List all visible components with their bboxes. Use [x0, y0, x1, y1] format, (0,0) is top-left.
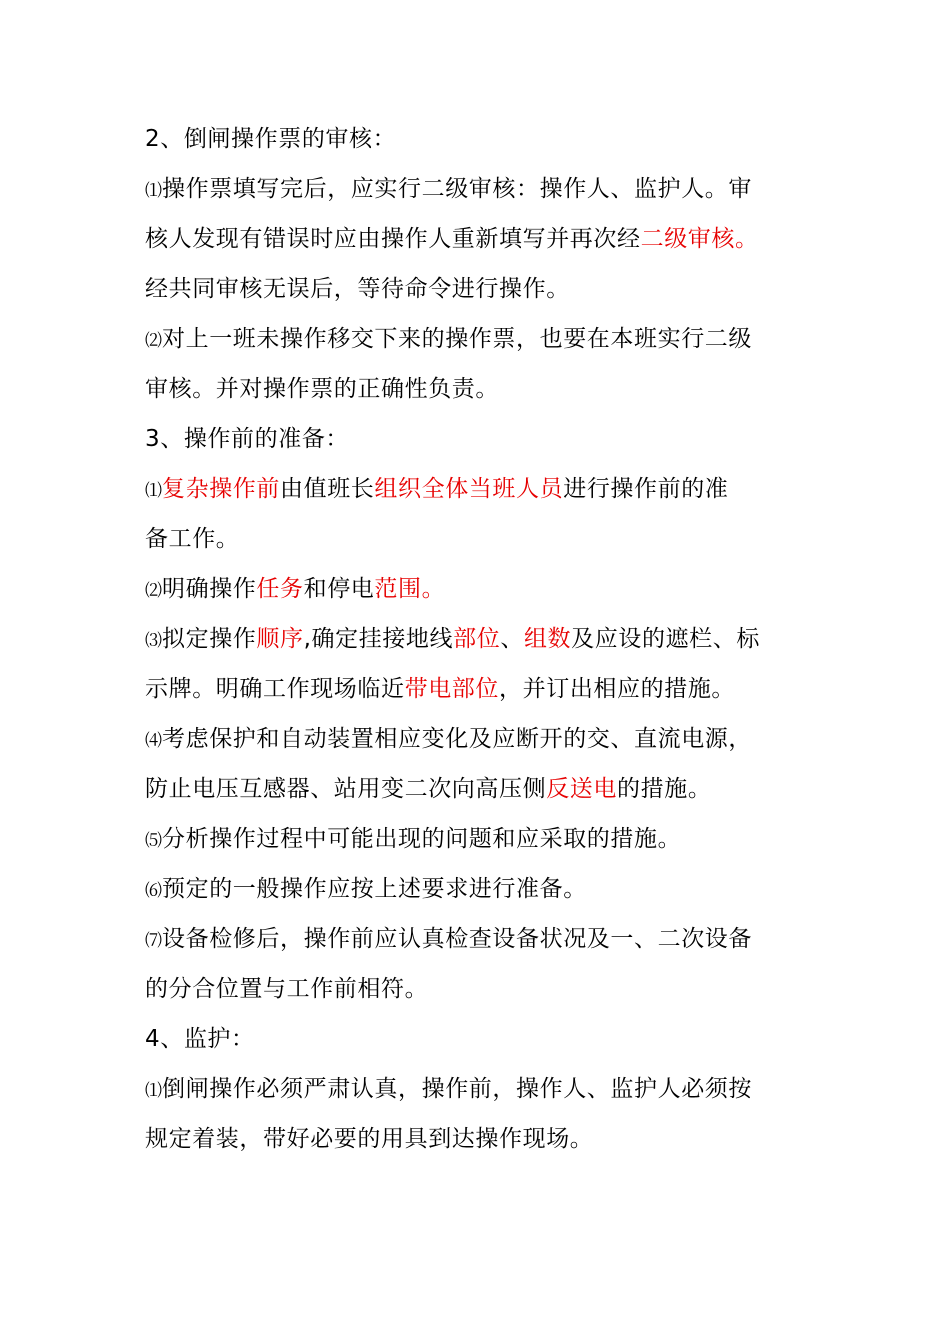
item-number: ⑷: [145, 731, 162, 751]
text-line: [145, 964, 815, 1014]
text-segment: 操作票填写完后，应实行二级审核：操作人、监护人。审: [162, 176, 752, 202]
text-line: [145, 364, 815, 414]
highlighted-text: 范围。: [374, 576, 446, 602]
item-number: ⑵: [145, 331, 162, 351]
text-segment: 考虑保护和自动装置相应变化及应断开的交、直流电源，: [162, 726, 752, 752]
text-segment: 备工作。: [145, 526, 240, 552]
text-segment: 进行操作前的准: [563, 476, 729, 502]
text-segment: 预定的一般操作应按上述要求进行准备。: [162, 876, 587, 902]
text-line: [145, 114, 815, 164]
text-line: [145, 214, 815, 264]
text-line: [145, 164, 815, 214]
text-segment: 的分合位置与工作前相符。: [145, 976, 429, 1002]
item-number: ⑵: [145, 581, 162, 601]
text-segment: ，并订出相应的措施。: [499, 676, 736, 702]
text-line: [145, 1114, 815, 1164]
highlighted-text: 组织全体当班人员: [374, 476, 564, 502]
text-line: [145, 514, 815, 564]
text-line: [145, 814, 815, 864]
text-line: [145, 864, 815, 914]
text-segment: 由值班长: [280, 476, 375, 502]
item-number: ⑺: [145, 931, 162, 951]
text-segment: 明确操作: [162, 576, 257, 602]
text-line: [145, 314, 815, 364]
highlighted-text: 组数: [523, 626, 572, 652]
text-segment: 拟定操作: [162, 626, 257, 652]
text-line: [145, 614, 815, 664]
item-number: ⑴: [145, 181, 162, 201]
item-number: ⑶: [145, 631, 162, 651]
text-line: [145, 914, 815, 964]
text-line: [145, 264, 815, 314]
text-segment: 示牌。明确工作现场临近: [145, 676, 405, 702]
highlighted-text: 部位: [453, 626, 501, 652]
highlighted-text: 复杂操作前: [162, 476, 280, 502]
text-segment: 倒闸操作必须严肃认真，操作前，操作人、监护人必须按: [162, 1076, 752, 1102]
text-segment: 、: [500, 626, 524, 652]
item-number: ⑴: [145, 481, 162, 501]
text-segment: ,确定挂接地线: [303, 626, 454, 652]
document-page: [145, 114, 815, 1164]
text-line: [145, 414, 815, 464]
text-segment: 防止电压互感器、站用变二次向高压侧: [145, 776, 547, 802]
text-segment: 审核。并对操作票的正确性负责。: [145, 376, 499, 402]
text-line: [145, 664, 815, 714]
text-segment: 分析操作过程中可能出现的问题和应采取的措施。: [162, 826, 682, 852]
highlighted-text: 任务: [256, 576, 304, 602]
highlighted-text: 反送电: [546, 776, 618, 802]
text-segment: 4、监护：: [145, 1026, 255, 1052]
text-line: [145, 1064, 815, 1114]
text-segment: 设备检修后，操作前应认真检查设备状况及一、二次设备: [162, 926, 752, 952]
text-segment: 经共同审核无误后，等待命令进行操作。: [145, 276, 570, 302]
highlighted-text: 带电部位: [404, 676, 500, 702]
highlighted-text: 二级审核。: [640, 226, 759, 252]
text-segment: 和停电: [303, 576, 375, 602]
item-number: ⑸: [145, 831, 162, 851]
highlighted-text: 顺序: [256, 626, 304, 652]
text-segment: 的措施。: [617, 776, 712, 802]
text-segment: 2、倒闸操作票的审核：: [145, 126, 397, 152]
text-segment: 规定着装，带好必要的用具到达操作现场。: [145, 1126, 594, 1152]
text-segment: 对上一班未操作移交下来的操作票，也要在本班实行二级: [162, 326, 752, 352]
text-segment: 3、操作前的准备：: [145, 426, 350, 452]
item-number: ⑹: [145, 881, 162, 901]
text-line: [145, 714, 815, 764]
text-line: [145, 764, 815, 814]
text-line: [145, 1014, 815, 1064]
text-segment: 及应设的遮栏、标: [571, 626, 760, 652]
text-line: [145, 564, 815, 614]
text-segment: 核人发现有错误时应由操作人重新填写并再次经: [145, 226, 641, 252]
text-line: [145, 464, 815, 514]
item-number: ⑴: [145, 1081, 162, 1101]
